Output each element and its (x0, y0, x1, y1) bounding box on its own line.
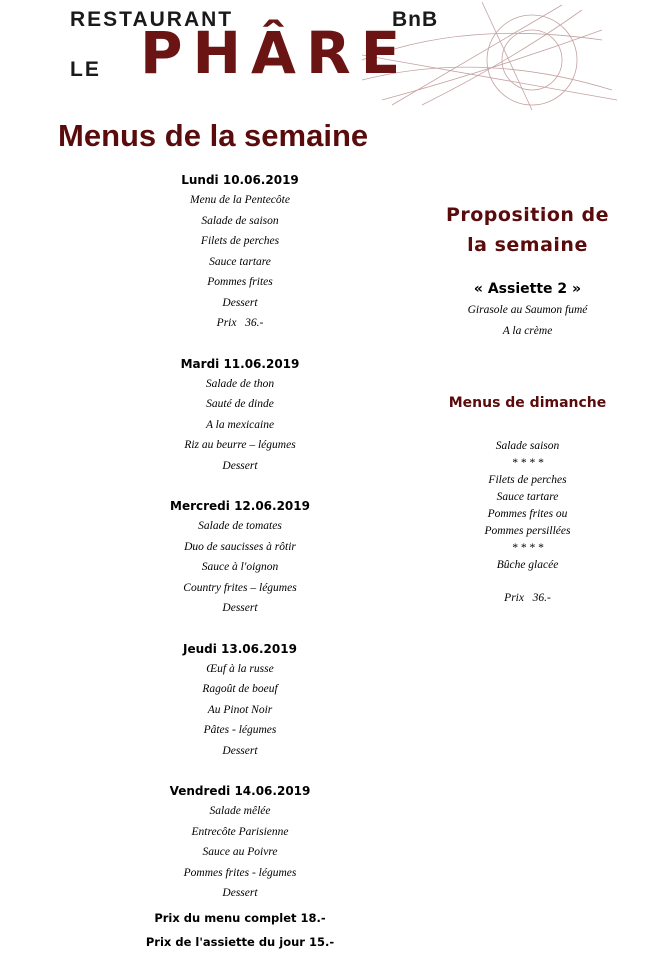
menu-item: Salade de saison (201, 214, 279, 227)
menu-item: Salade de tomates (198, 520, 282, 532)
day-heading: Jeudi 13.06.2019 (183, 641, 297, 656)
menu-item: Dessert (222, 459, 258, 472)
logo-bnb-text: BnB (392, 8, 439, 31)
logo-phare-text: PHÂRE (140, 19, 411, 87)
sunday-menu-heading: Menus de dimanche (448, 395, 607, 411)
menu-item: Sauce à l'oignon (201, 561, 279, 573)
menu-item: Salade mêlée (209, 805, 271, 817)
sunday-menu-item: Sauce tartare (496, 491, 559, 503)
logo-restaurant-text: RESTAURANT (70, 8, 234, 31)
menu-price: Prix 36.- (216, 317, 264, 329)
menu-item: Œuf à la russe (206, 662, 274, 675)
day-heading: Mercredi 12.06.2019 (170, 499, 310, 513)
day-heading: Vendredi 14.06.2019 (169, 784, 311, 798)
sunday-menu-item: Filets de perches (488, 474, 567, 486)
sunday-menu-list (420, 438, 635, 607)
sunday-menu-item: Bûche glacée (496, 559, 559, 571)
menu-item: Ragoût de boeuf (202, 683, 278, 695)
day-menu-lundi (120, 170, 360, 334)
sunday-menu-item: Salade saison (495, 440, 560, 452)
menu-item: Sauté de dinde (206, 398, 274, 410)
menu-item: Menu de la Pentecôte (190, 194, 290, 206)
menu-item: Sauce tartare (209, 255, 271, 268)
menu-item: Sauce au Poivre (202, 846, 278, 858)
menu-item: Au Pinot Noir (207, 703, 273, 716)
menu-item: Entrecôte Parisienne (191, 825, 289, 838)
restaurant-logo (62, 0, 622, 112)
day-menu-mercredi (120, 496, 360, 619)
assiette-item: A la crème (502, 325, 553, 337)
menu-item: Duo de saucisses à rôtir (184, 540, 296, 553)
day-menu-jeudi (120, 639, 360, 762)
menu-item: Dessert (222, 602, 258, 614)
assiette-item: Girasole au Saumon fumé (467, 304, 588, 316)
menu-item: Filets de perches (200, 235, 280, 247)
day-menu-mardi (120, 354, 360, 477)
assiette-section (420, 278, 635, 342)
separator-stars: * * * * (511, 457, 544, 469)
price-summary (120, 906, 360, 954)
proposition-title-line2: la semaine (467, 234, 588, 256)
day-heading: Mardi 11.06.2019 (180, 356, 300, 371)
menu-item: Dessert (222, 887, 258, 899)
page-title: Menus de la semaine (58, 118, 369, 153)
assiette-title: « Assiette 2 » (473, 281, 582, 297)
menu-item: Dessert (222, 744, 258, 757)
full-menu-price: Prix du menu complet 18.- (154, 911, 326, 925)
menu-item: Salade de thon (205, 377, 275, 390)
menu-item: A la mexicaine (205, 418, 275, 431)
logo-le-text: LE (70, 58, 101, 81)
weekly-menus (120, 170, 360, 924)
menu-item: Country frites – légumes (183, 581, 297, 594)
plate-of-day-price: Prix de l'assiette du jour 15.- (145, 935, 335, 949)
sunday-menu-price: Prix 36.- (504, 592, 551, 604)
menu-item: Pâtes - légumes (203, 724, 277, 736)
menu-item: Dessert (222, 296, 258, 309)
sunday-menu-item: Pommes frites ou (487, 508, 568, 520)
day-menu-vendredi (120, 781, 360, 904)
proposition-title-line1: Proposition de (445, 204, 610, 226)
menu-item: Pommes frites (207, 276, 273, 288)
menu-item: Pommes frites - légumes (183, 866, 297, 879)
proposition-heading (420, 200, 635, 260)
sunday-menu-item: Pommes persillées (484, 525, 571, 537)
separator-stars: * * * * (511, 542, 544, 554)
day-heading: Lundi 10.06.2019 (181, 173, 299, 187)
menu-item: Riz au beurre – légumes (184, 439, 296, 451)
